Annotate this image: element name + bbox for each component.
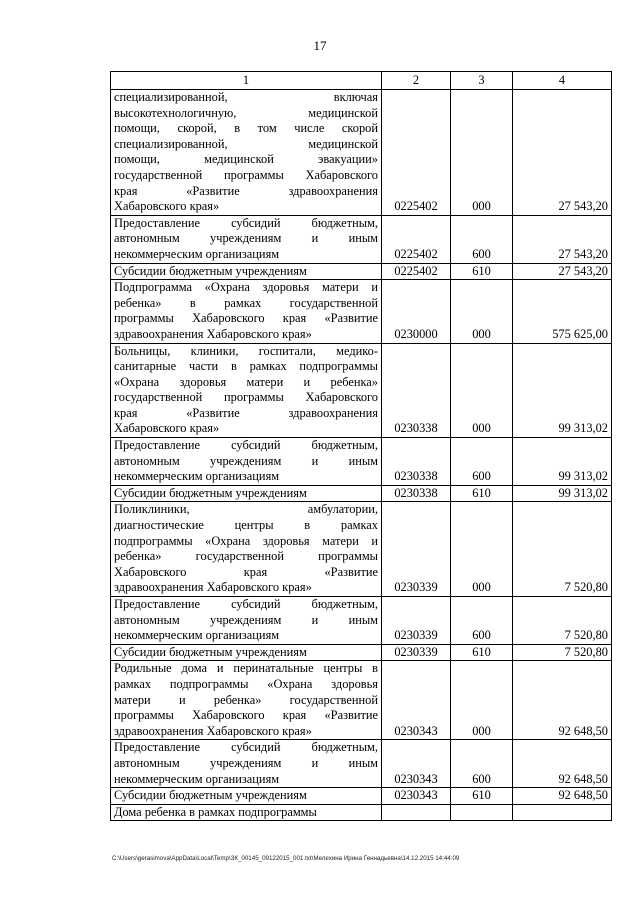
row-amount-cell: 99 313,02 xyxy=(513,343,612,438)
row-name-line: Предоставление субсидий бюджетным, xyxy=(114,597,378,611)
footer-file-path: C:\Users\gerasimova\AppData\Local\Temp\ЗК_00145_09122015_001.txt\Мелехина Ирина Геннадьевна\14.12.2015 14:44:09 xyxy=(112,855,460,862)
row-code-cell: 0230339 xyxy=(382,597,451,645)
table-row xyxy=(111,343,612,438)
row-name-line: государственной программы Хабаровского xyxy=(114,167,378,182)
row-name-cell xyxy=(111,438,382,486)
row-vr-cell: 610 xyxy=(451,263,513,280)
row-vr-cell: 610 xyxy=(451,485,513,502)
header-col-2: 2 xyxy=(382,72,451,90)
budget-table xyxy=(110,71,612,821)
row-vr-cell: 000 xyxy=(451,280,513,343)
row-vr-cell: 000 xyxy=(451,343,513,438)
row-name-line: Поликлиники, амбулатории, xyxy=(114,502,378,517)
row-amount-cell: 27 543,20 xyxy=(513,90,612,216)
row-name-line: санитарные части в рамках подпрограммы xyxy=(114,359,378,374)
row-code-cell: 0230339 xyxy=(382,502,451,597)
row-name-line: Родильные дома и перинатальные центры в xyxy=(114,661,378,676)
row-name-line: автономным учреждениям и иным xyxy=(114,453,378,468)
row-name-line: автономным учреждениям и иным xyxy=(114,231,378,246)
row-amount-cell xyxy=(513,804,612,821)
row-vr-cell: 600 xyxy=(451,438,513,486)
row-name-line: здравоохранения Хабаровского края» xyxy=(114,326,312,341)
row-name-cell xyxy=(111,661,382,740)
row-name-line: Предоставление субсидий бюджетным, xyxy=(114,215,378,230)
row-amount-cell: 7 520,80 xyxy=(513,644,612,661)
table-row xyxy=(111,215,612,263)
row-code-cell: 0230338 xyxy=(382,485,451,502)
row-name-line: края «Развитие здравоохранения xyxy=(114,183,378,198)
row-name-line: Предоставление субсидий бюджетным, xyxy=(114,438,378,453)
table-body xyxy=(111,90,612,821)
row-name-line: некоммерческим организациям xyxy=(114,469,280,484)
table-row xyxy=(111,661,612,740)
row-name-cell xyxy=(111,740,382,788)
row-name-line: подпрограммы «Охрана здоровья матери и xyxy=(114,533,378,548)
row-name-cell xyxy=(111,215,382,263)
row-name-line: Субсидии бюджетным учреждениям xyxy=(114,644,307,659)
row-name-cell xyxy=(111,597,382,645)
table-row xyxy=(111,644,612,661)
table-row xyxy=(111,502,612,597)
row-name-line: Подпрограмма «Охрана здоровья матери и xyxy=(114,280,378,295)
table-row xyxy=(111,263,612,280)
table-row xyxy=(111,740,612,788)
row-vr-cell xyxy=(451,804,513,821)
row-name-line: ребенка» государственной программы xyxy=(114,549,378,564)
row-name-line: помощи, медицинской эвакуации» xyxy=(114,152,378,167)
row-vr-cell: 600 xyxy=(451,215,513,263)
row-code-cell: 0225402 xyxy=(382,263,451,280)
row-amount-cell: 92 648,50 xyxy=(513,788,612,805)
row-name-line: помощи, скорой, в том числе скорой xyxy=(114,121,378,136)
row-code-cell: 0230000 xyxy=(382,280,451,343)
row-name-line: Больницы, клиники, госпитали, медико- xyxy=(114,343,378,358)
row-code-cell: 0225402 xyxy=(382,215,451,263)
row-name-line: программы Хабаровского края «Развитие xyxy=(114,311,378,326)
row-vr-cell: 600 xyxy=(451,597,513,645)
table-row xyxy=(111,597,612,645)
row-amount-cell: 575 625,00 xyxy=(513,280,612,343)
row-code-cell: 0230343 xyxy=(382,661,451,740)
header-col-1: 1 xyxy=(111,72,382,90)
row-name-line: Субсидии бюджетным учреждениям xyxy=(114,485,307,500)
table-row xyxy=(111,90,612,216)
row-name-cell xyxy=(111,90,382,216)
row-name-line: Дома ребенка в рамках подпрограммы xyxy=(114,804,317,819)
row-name-line: матери и ребенка» государственной xyxy=(114,692,378,707)
row-name-line: края «Развитие здравоохранения xyxy=(114,405,378,420)
row-amount-cell: 7 520,80 xyxy=(513,502,612,597)
row-name-line: Хабаровского края «Развитие xyxy=(114,564,378,579)
row-name-cell xyxy=(111,280,382,343)
header-col-4: 4 xyxy=(513,72,612,90)
header-col-3: 3 xyxy=(451,72,513,90)
row-name-line: специализированной, медицинской xyxy=(114,136,378,151)
row-amount-cell: 27 543,20 xyxy=(513,263,612,280)
row-name-cell xyxy=(111,485,382,502)
table-row xyxy=(111,804,612,821)
row-amount-cell: 7 520,80 xyxy=(513,597,612,645)
row-name-line: диагностические центры в рамках xyxy=(114,518,378,533)
row-code-cell: 0230338 xyxy=(382,438,451,486)
row-vr-cell: 000 xyxy=(451,502,513,597)
row-name-line: ребенка» в рамках государственной xyxy=(114,295,378,310)
row-vr-cell: 000 xyxy=(451,661,513,740)
row-name-line: здравоохранения Хабаровского края» xyxy=(114,580,312,595)
row-name-line: высокотехнологичную, медицинской xyxy=(114,105,378,120)
row-amount-cell: 27 543,20 xyxy=(513,215,612,263)
row-amount-cell: 99 313,02 xyxy=(513,485,612,502)
row-name-cell xyxy=(111,804,382,821)
row-vr-cell: 610 xyxy=(451,788,513,805)
row-code-cell: 0230338 xyxy=(382,343,451,438)
table-row xyxy=(111,280,612,343)
table-row xyxy=(111,788,612,805)
row-name-line: автономным учреждениям и иным xyxy=(114,612,378,627)
table-row xyxy=(111,485,612,502)
row-vr-cell: 600 xyxy=(451,740,513,788)
row-name-line: некоммерческим организациям xyxy=(114,246,280,261)
row-vr-cell: 000 xyxy=(451,90,513,216)
row-name-line: Хабаровского края» xyxy=(114,421,220,436)
row-vr-cell: 610 xyxy=(451,644,513,661)
page-number: 17 xyxy=(313,38,327,53)
row-name-line: Субсидии бюджетным учреждениям xyxy=(114,788,307,803)
row-name-line: рамках подпрограммы «Охрана здоровья xyxy=(114,676,378,691)
header-row xyxy=(111,72,612,90)
row-code-cell xyxy=(382,804,451,821)
row-name-line: «Охрана здоровья матери и ребенка» xyxy=(114,374,378,389)
table-row xyxy=(111,438,612,486)
row-name-line: некоммерческим организациям xyxy=(114,771,280,786)
row-name-cell xyxy=(111,502,382,597)
row-code-cell: 0230339 xyxy=(382,644,451,661)
row-name-line: программы Хабаровского края «Развитие xyxy=(114,708,378,723)
table-header xyxy=(111,72,612,90)
row-name-cell xyxy=(111,263,382,280)
row-amount-cell: 92 648,50 xyxy=(513,740,612,788)
row-name-line: специализированной, включая xyxy=(114,90,378,104)
row-name-cell xyxy=(111,644,382,661)
row-name-cell xyxy=(111,788,382,805)
row-name-line: Предоставление субсидий бюджетным, xyxy=(114,740,378,755)
row-amount-cell: 92 648,50 xyxy=(513,661,612,740)
row-name-line: автономным учреждениям и иным xyxy=(114,755,378,770)
row-code-cell: 0230343 xyxy=(382,788,451,805)
row-code-cell: 0230343 xyxy=(382,740,451,788)
row-name-line: здравоохранения Хабаровского края» xyxy=(114,723,312,738)
row-name-line: Субсидии бюджетным учреждениям xyxy=(114,263,307,278)
row-amount-cell: 99 313,02 xyxy=(513,438,612,486)
row-name-line: государственной программы Хабаровского xyxy=(114,390,378,405)
row-code-cell: 0225402 xyxy=(382,90,451,216)
row-name-line: Хабаровского края» xyxy=(114,199,220,214)
row-name-line: некоммерческим организациям xyxy=(114,628,280,643)
row-name-cell xyxy=(111,343,382,438)
